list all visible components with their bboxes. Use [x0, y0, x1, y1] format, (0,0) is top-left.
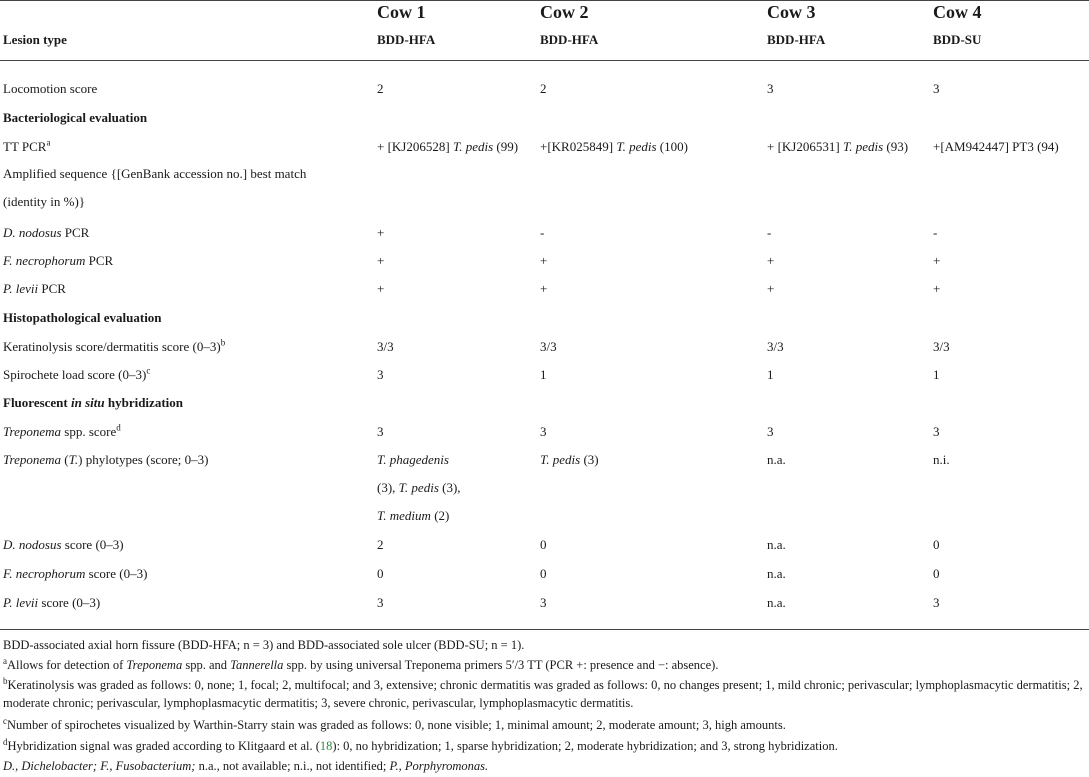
cell-plevii-score-cow1: 3: [377, 595, 384, 610]
cell-fnecrophorum-pcr-cow4: +: [933, 253, 941, 268]
cell-dnodosus-score-cow4: 0: [933, 537, 940, 552]
cell-treponema-score-cow3: 3: [767, 424, 774, 439]
cell-spirochete-cow4: 1: [933, 367, 940, 382]
col-header-cow4: Cow 4: [933, 2, 982, 22]
table-top-rule: [0, 0, 1089, 1]
row-label-treponema-phylotypes: Treponema (T.) phylotypes (score; 0–3): [3, 452, 209, 467]
cell-phylotypes-cow1-line2: (3), T. pedis (3),: [377, 480, 461, 495]
row-label-plevii-score: P. levii score (0–3): [3, 595, 101, 610]
lesion-type-cow1: BDD-HFA: [377, 32, 436, 47]
cell-treponema-score-cow2: 3: [540, 424, 547, 439]
lesion-type-cow4: BDD-SU: [933, 32, 982, 47]
cell-fnecrophorum-pcr-cow1: +: [377, 253, 385, 268]
row-label-amplified-sequence: Amplified sequence {[GenBank accession no.] best match (identity in %)}: [3, 166, 307, 209]
section-histopathological: Histopathological evaluation: [3, 310, 162, 325]
cell-treponema-score-cow1: 3: [377, 424, 384, 439]
cell-locomotion-cow3: 3: [767, 81, 774, 96]
cell-dnodosus-score-cow1: 2: [377, 537, 384, 552]
cell-treponema-score-cow4: 3: [933, 424, 940, 439]
cell-tt-pcr-cow1: + [KJ206528] T. pedis (99): [377, 139, 519, 154]
cell-tt-pcr-cow4: +[AM942447] PT3 (94): [933, 139, 1059, 154]
cell-dnodosus-score-cow3: n.a.: [767, 537, 786, 552]
cell-fnecrophorum-pcr-cow3: +: [767, 253, 775, 268]
cell-spirochete-cow1: 3: [377, 367, 384, 382]
row-label-tt-pcr: TT PCR$^a$: [3, 137, 51, 154]
cell-dnodosus-score-cow2: 0: [540, 537, 547, 552]
row-label-locomotion: Locomotion score: [3, 81, 98, 96]
cell-phylotypes-cow1-line3: T. medium (2): [377, 508, 450, 523]
cell-locomotion-cow2: 2: [540, 81, 547, 96]
cell-locomotion-cow1: 2: [377, 81, 384, 96]
col-header-cow3: Cow 3: [767, 2, 816, 22]
row-label-dnodosus-pcr: D. nodosus PCR: [3, 225, 90, 240]
reference-link[interactable]: 18: [319, 739, 333, 753]
row-label-plevii-pcr: P. levii PCR: [3, 281, 66, 296]
cell-fnecrophorum-pcr-cow2: +: [540, 253, 548, 268]
footnote-main: BDD-associated axial horn fissure (BDD-HFA; n = 3) and BDD-associated sole ulcer (BDD-SU; n = 1).: [3, 638, 525, 652]
lesion-type-cow2: BDD-HFA: [540, 32, 599, 47]
row-label-dnodosus-score: D. nodosus score (0–3): [3, 537, 124, 552]
cell-phylotypes-cow1-line1: T. phagedenis: [377, 452, 449, 467]
table-bottom-rule: [0, 629, 1089, 630]
cell-fnecrophorum-score-cow4: 0: [933, 566, 940, 581]
cell-keratinolysis-cow1: 3/3: [377, 339, 394, 354]
cell-plevii-pcr-cow3: +: [767, 281, 775, 296]
cell-plevii-score-cow2: 3: [540, 595, 547, 610]
cell-plevii-score-cow3: n.a.: [767, 595, 786, 610]
col-header-cow1: Cow 1: [377, 2, 426, 22]
cell-dnodosus-pcr-cow2: -: [540, 225, 545, 240]
cell-plevii-score-cow4: 3: [933, 595, 940, 610]
cell-phylotypes-cow3: n.a.: [767, 452, 786, 467]
cell-phylotypes-cow4: n.i.: [933, 452, 950, 467]
cell-plevii-pcr-cow1: +: [377, 281, 385, 296]
lesion-type-label: Lesion type: [3, 32, 67, 47]
cell-dnodosus-pcr-cow4: -: [933, 225, 938, 240]
cell-plevii-pcr-cow4: +: [933, 281, 941, 296]
cell-spirochete-cow2: 1: [540, 367, 547, 382]
row-label-treponema-score: Treponema spp. score$^d$: [3, 422, 121, 439]
cell-keratinolysis-cow2: 3/3: [540, 339, 557, 354]
footnote-a: $^a$Allows for detection of Treponema spp. and Tannerella spp. by using universal Treponema primers 5′/3 TT (PCR +: presence and −: absence).: [3, 655, 719, 672]
section-fish: Fluorescent in situ hybridization: [3, 395, 183, 410]
cell-tt-pcr-cow3: + [KJ206531] T. pedis (93): [767, 139, 909, 154]
section-bacteriological: Bacteriological evaluation: [3, 110, 148, 125]
cell-fnecrophorum-score-cow3: n.a.: [767, 566, 786, 581]
cell-locomotion-cow4: 3: [933, 81, 940, 96]
footnote-b: $^b$Keratinolysis was graded as follows: 0, none; 1, focal; 2, multifocal; and 3, extensive; chronic dermatitis was graded as follows: 0, no changes present; 1, mild chronic; perivascular; lymphoplasmacytic dermatitis; 2, moderate chronic; perivascular, lymphoplasmacytic dermatitis; 3, severe chronic, perivascular, lymphoplasmacytic dermatitis.: [3, 675, 1083, 710]
cell-plevii-pcr-cow2: +: [540, 281, 548, 296]
col-header-cow2: Cow 2: [540, 2, 589, 22]
cell-keratinolysis-cow3: 3/3: [767, 339, 784, 354]
row-label-fnecrophorum-pcr: F. necrophorum PCR: [3, 253, 114, 268]
cell-keratinolysis-cow4: 3/3: [933, 339, 950, 354]
cell-phylotypes-cow2: T. pedis (3): [540, 452, 599, 467]
row-label-keratinolysis: Keratinolysis score/dermatitis score $(0-3)^b$: [3, 337, 226, 354]
footnote-d: $^d$Hybridization signal was graded according to Klitgaard et al. (18): 0, no hybridization; 1, sparse hybridization; 2, moderate hybridization; and 3, strong hybridization.: [3, 736, 838, 753]
footnote-abbreviations: D., Dichelobacter; F., Fusobacterium; n.a., not available; n.i., not identified; P., Porphyromonas.: [3, 759, 489, 773]
cell-tt-pcr-cow2: +[KR025849] T. pedis (100): [540, 139, 688, 154]
cell-fnecrophorum-score-cow1: 0: [377, 566, 384, 581]
cell-dnodosus-pcr-cow3: -: [767, 225, 772, 240]
row-label-fnecrophorum-score: F. necrophorum score (0–3): [3, 566, 148, 581]
row-label-spirochete: Spirochete load score $(0-3)^c$: [3, 365, 151, 382]
cell-spirochete-cow3: 1: [767, 367, 774, 382]
footnote-c: $^c$Number of spirochetes visualized by Warthin-Starry stain was graded as follows: 0, none visible; 1, minimal amount; 2, moderate amount; 3, high amounts.: [3, 715, 786, 732]
header-bottom-rule: [0, 60, 1089, 61]
cell-dnodosus-pcr-cow1: +: [377, 225, 385, 240]
cell-fnecrophorum-score-cow2: 0: [540, 566, 547, 581]
lesion-type-cow3: BDD-HFA: [767, 32, 826, 47]
